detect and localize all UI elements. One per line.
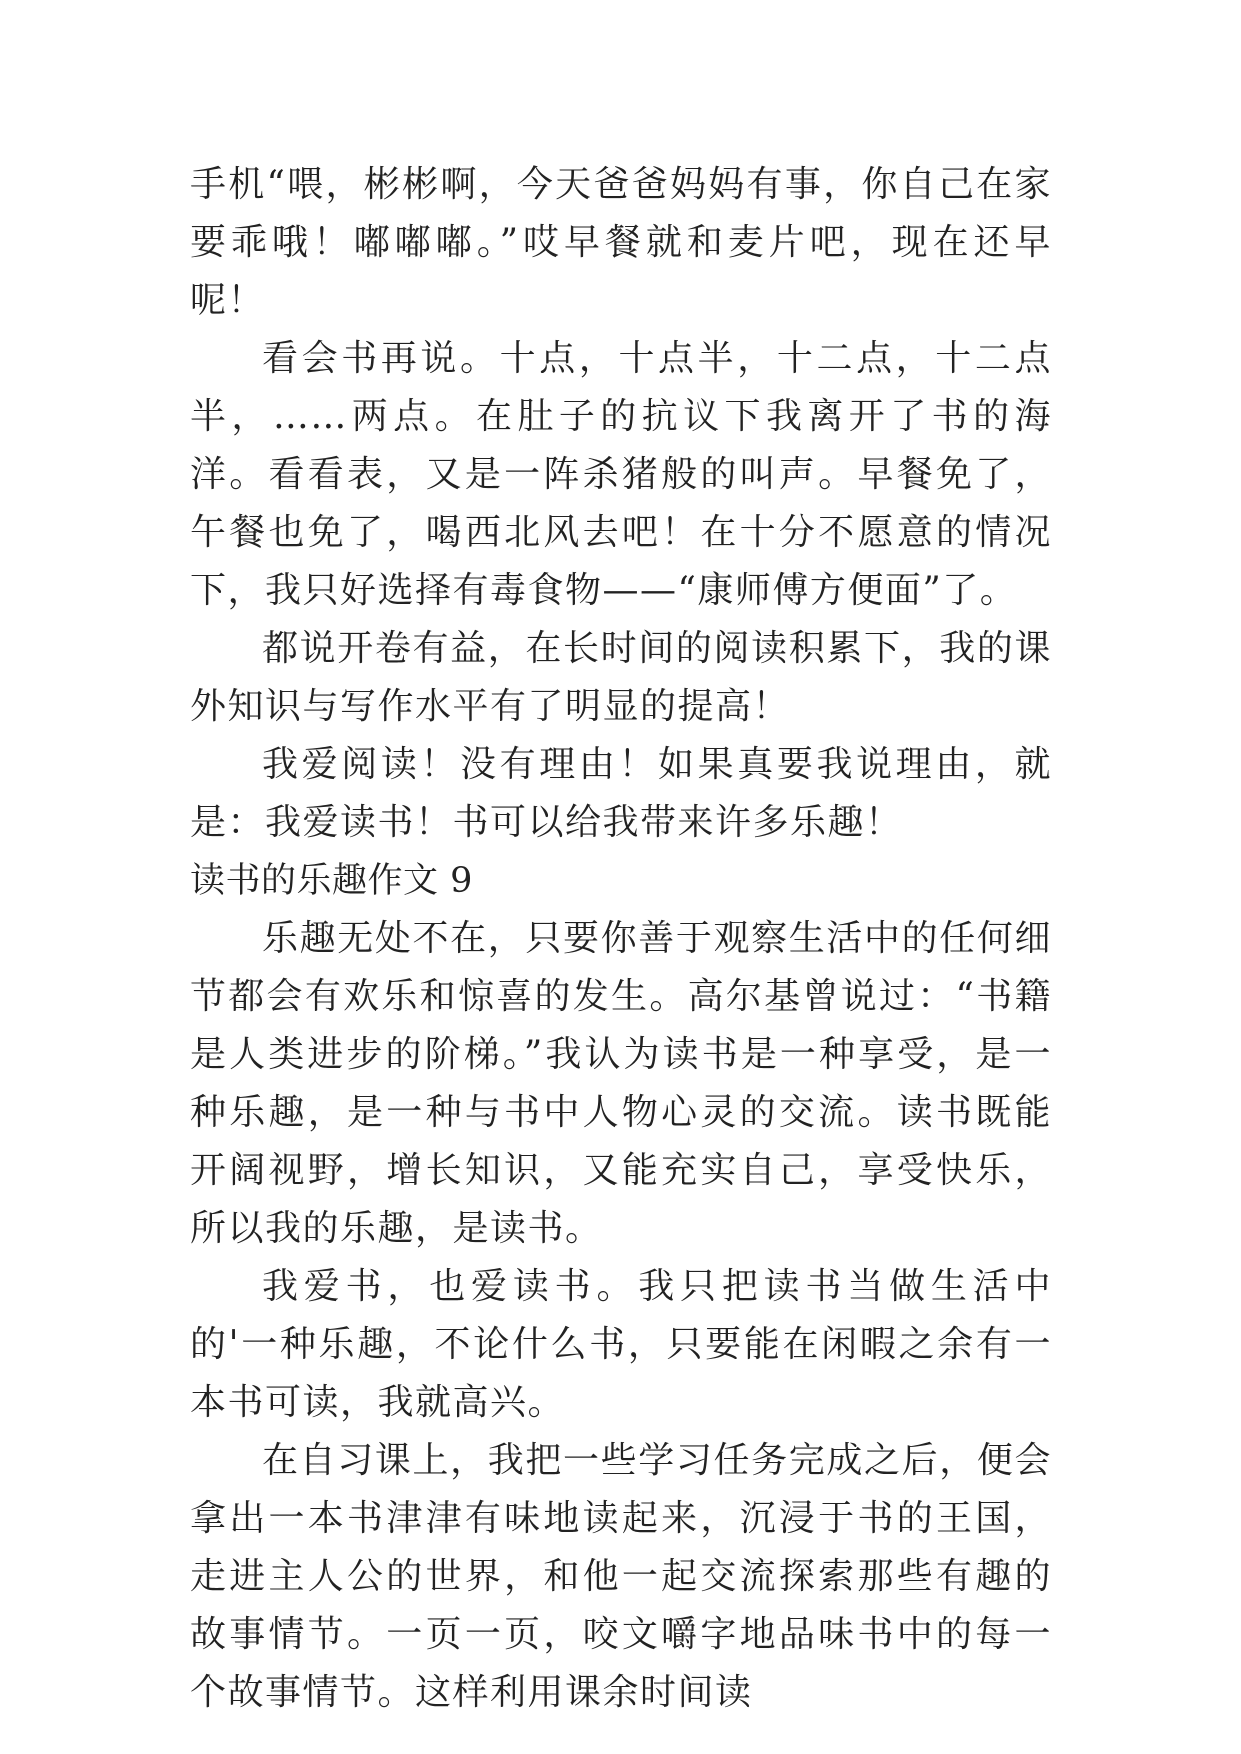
- paragraph: 乐趣无处不在，只要你善于观察生活中的任何细节都会有欢乐和惊喜的发生。高尔基曾说过：“书籍是人类进步的阶梯。”我认为读书是一种享受，是一种乐趣，是一种与书中人物心灵的交流。读书既能开阔视野，增长知识，又能充实自己，享受快乐，所以我的乐趣，是读书。: [190, 918, 1052, 1249]
- paragraph: 我爱阅读！没有理由！如果真要我说理由，就是：我爱读书！书可以给我带来许多乐趣！: [190, 744, 1052, 843]
- paragraph: 我爱书，也爱读书。我只把读书当做生活中的'一种乐趣，不论什么书，只要能在闲暇之余有一本书可读，我就高兴。: [190, 1266, 1052, 1423]
- paragraph: 在自习课上，我把一些学习任务完成之后，便会拿出一本书津津有味地读起来，沉浸于书的王国，走进主人公的世界，和他一起交流探索那些有趣的故事情节。一页一页，咬文嚼字地品味书中的每一个故事情节。这样利用课余时间读: [190, 1440, 1052, 1713]
- section-heading: 读书的乐趣作文 9: [190, 861, 473, 901]
- paragraph: 都说开卷有益，在长时间的阅读积累下，我的课外知识与写作水平有了明显的提高！: [190, 628, 1052, 727]
- document-body: [190, 156, 1052, 1722]
- paragraph-continuation: 手机“喂，彬彬啊，今天爸爸妈妈有事，你自己在家要乖哦！嘟嘟嘟。”哎早餐就和麦片吧，现在还早呢！: [190, 164, 1052, 321]
- paragraph: 看会书再说。十点，十点半，十二点，十二点半，……两点。在肚子的抗议下我离开了书的海洋。看看表，又是一阵杀猪般的叫声。早餐免了，午餐也免了，喝西北风去吧！在十分不愿意的情况下，我只好选择有毒食物——“康师傅方便面”了。: [190, 338, 1052, 611]
